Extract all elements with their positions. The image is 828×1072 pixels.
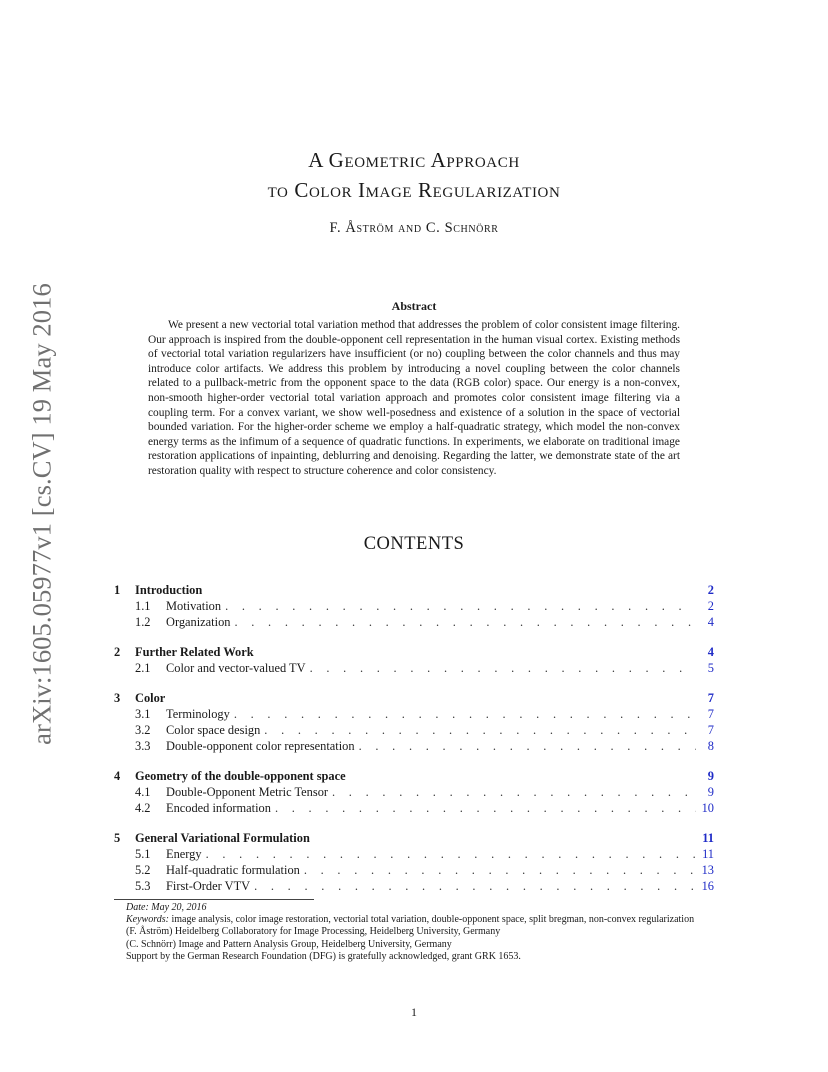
toc-subsection-title[interactable]: Double-Opponent Metric Tensor — [166, 785, 329, 799]
paper-title — [0, 145, 828, 205]
toc-subsection-number: 2.1 — [135, 661, 151, 675]
toc-subsection-page-link[interactable]: 8 — [707, 739, 714, 753]
footnote-affiliation-1: (F. Åström) Heidelberg Collaboratory for Image Processing, Heidelberg University, Germany — [126, 926, 501, 938]
toc-leader-dots — [304, 863, 696, 878]
toc-section-title[interactable]: Geometry of the double-opponent space — [135, 769, 346, 783]
footnotes — [114, 902, 714, 963]
toc-leader-dots — [332, 785, 696, 800]
toc-subsection-number: 5.1 — [135, 847, 151, 861]
toc-section-number: 5 — [114, 831, 121, 845]
toc-subsection-title[interactable]: Organization — [166, 615, 231, 629]
toc-subsection-number: 5.2 — [135, 863, 151, 877]
toc-leader-dots — [206, 847, 696, 862]
toc-subsection-page-link[interactable]: 7 — [707, 707, 714, 721]
toc-subsection-page-link[interactable]: 10 — [701, 801, 714, 815]
toc-subsection-title[interactable]: Color space design — [166, 723, 261, 737]
toc-section-title[interactable]: General Variational Formulation — [135, 831, 310, 845]
footnote-keywords: image analysis, color image restoration, vectorial total variation, double-opponent space, split bregman, non-convex regularization — [171, 914, 695, 926]
toc-section-number: 2 — [114, 645, 121, 659]
abstract-heading: Abstract — [391, 299, 437, 313]
toc-subsection-title[interactable]: Color and vector-valued TV — [166, 661, 306, 675]
toc-subsection[interactable] — [114, 707, 714, 723]
toc-leader-dots — [275, 801, 696, 816]
toc-section[interactable] — [114, 691, 714, 707]
toc-leader-dots — [254, 879, 696, 894]
toc-section-page-link[interactable]: 2 — [707, 583, 714, 597]
abstract-text: We present a new vectorial total variation method that addresses the problem of color consistent image filtering. Our approach is inspired from the double-opponent cell representation in the human visual cortex. Existing methods of vectorial total variation regularizers have insufficient (or no) coupling between the color channels and thus may introduce color artifacts. We address this problem by introducing a novel coupling between the color channels related to a pullback-metric from the opponent space to the data (RGB color) space. Our energy is a non-convex, non-smooth higher-order vectorial total variation approach and promotes color consistent image filtering via a coupling term. For a convex variant, we show well-posedness and existence of a solution in the space of vectorial bounded variation. For the higher-order scheme we employ a half-quadratic strategy, which model the non-convex energy terms as the infimum of a sequence of quadratic functions. In experiments, we elaborate on traditional image restoration applications of inpainting, deblurring and denoising. Regarding the latter, we demonstrate state of the art restoration quality with respect to structure coherence and color consistency. — [148, 319, 680, 477]
toc-subsection-number: 1.2 — [135, 615, 151, 629]
footnote-affiliation-2: (C. Schnörr) Image and Pattern Analysis Group, Heidelberg University, Germany — [126, 938, 452, 950]
footnote-divider — [114, 899, 314, 900]
toc-subsection-page-link[interactable]: 9 — [707, 785, 714, 799]
toc-leader-dots — [225, 599, 696, 614]
table-of-contents — [114, 583, 714, 895]
toc-section-title[interactable]: Color — [135, 691, 166, 705]
toc-leader-dots — [234, 707, 696, 722]
toc-subsection[interactable] — [114, 739, 714, 755]
toc-subsection-page-link[interactable]: 4 — [707, 615, 714, 629]
toc-subsection-title[interactable]: Encoded information — [166, 801, 271, 815]
toc-section-number: 1 — [114, 583, 121, 597]
toc-section-title[interactable]: Further Related Work — [135, 645, 254, 659]
paper-authors: F. Åström and C. Schnörr — [329, 220, 499, 236]
arxiv-identifier: arXiv:1605.05977v1 [cs.CV] 19 May 2016 — [26, 283, 57, 745]
toc-subsection-page-link[interactable]: 2 — [707, 599, 714, 613]
contents-heading: CONTENTS — [363, 534, 465, 554]
toc-subsection[interactable] — [114, 879, 714, 895]
toc-subsection-page-link[interactable]: 5 — [707, 661, 714, 675]
toc-section[interactable] — [114, 583, 714, 599]
toc-subsection-title[interactable]: First-Order VTV — [166, 879, 251, 893]
toc-subsection[interactable] — [114, 615, 714, 631]
toc-subsection-page-link[interactable]: 13 — [701, 863, 714, 877]
toc-section-page-link[interactable]: 4 — [707, 645, 714, 659]
footnote-support: Support by the German Research Foundation (DFG) is gratefully acknowledged, grant GRK 1653. — [126, 950, 521, 962]
abstract-body — [148, 318, 680, 479]
toc-section[interactable] — [114, 831, 714, 847]
toc-section-page-link[interactable]: 11 — [702, 831, 714, 845]
toc-leader-dots — [264, 723, 696, 738]
toc-subsection-title[interactable]: Double-opponent color representation — [166, 739, 355, 753]
title-line-1: A Geometric Approach — [308, 148, 520, 172]
toc-subsection-number: 5.3 — [135, 879, 151, 893]
toc-section[interactable] — [114, 769, 714, 785]
arxiv-sidebar — [22, 272, 62, 756]
footnote-date: Date: May 20, 2016 — [126, 902, 207, 913]
toc-subsection-number: 4.2 — [135, 801, 151, 815]
toc-subsection[interactable] — [114, 785, 714, 801]
toc-subsection-title[interactable]: Energy — [166, 847, 202, 861]
toc-subsection[interactable] — [114, 723, 714, 739]
toc-subsection[interactable] — [114, 847, 714, 863]
toc-subsection-number: 3.2 — [135, 723, 151, 737]
toc-subsection-title[interactable]: Motivation — [166, 599, 222, 613]
toc-subsection-title[interactable]: Terminology — [166, 707, 230, 721]
toc-leader-dots — [234, 615, 696, 630]
toc-subsection-number: 4.1 — [135, 785, 151, 799]
toc-section-page-link[interactable]: 7 — [707, 691, 714, 705]
toc-subsection-page-link[interactable]: 11 — [702, 847, 714, 861]
toc-section[interactable] — [114, 645, 714, 661]
toc-leader-dots — [359, 739, 696, 754]
toc-subsection-title[interactable]: Half-quadratic formulation — [166, 863, 300, 877]
page-number: 1 — [411, 1005, 417, 1019]
toc-subsection[interactable] — [114, 661, 714, 677]
toc-section-title[interactable]: Introduction — [135, 583, 203, 597]
toc-subsection-number: 3.1 — [135, 707, 151, 721]
title-line-2: to Color Image Regularization — [267, 178, 561, 202]
toc-subsection[interactable] — [114, 863, 714, 879]
toc-subsection-number: 1.1 — [135, 599, 151, 613]
toc-section-number: 3 — [114, 691, 121, 705]
toc-subsection[interactable] — [114, 599, 714, 615]
toc-subsection[interactable] — [114, 801, 714, 817]
toc-subsection-page-link[interactable]: 16 — [701, 879, 714, 893]
toc-subsection-number: 3.3 — [135, 739, 151, 753]
toc-subsection-page-link[interactable]: 7 — [707, 723, 714, 737]
toc-section-number: 4 — [114, 769, 121, 783]
footnote-keywords-label: Keywords: — [126, 914, 169, 926]
toc-leader-dots — [310, 661, 696, 676]
toc-section-page-link[interactable]: 9 — [707, 769, 714, 783]
